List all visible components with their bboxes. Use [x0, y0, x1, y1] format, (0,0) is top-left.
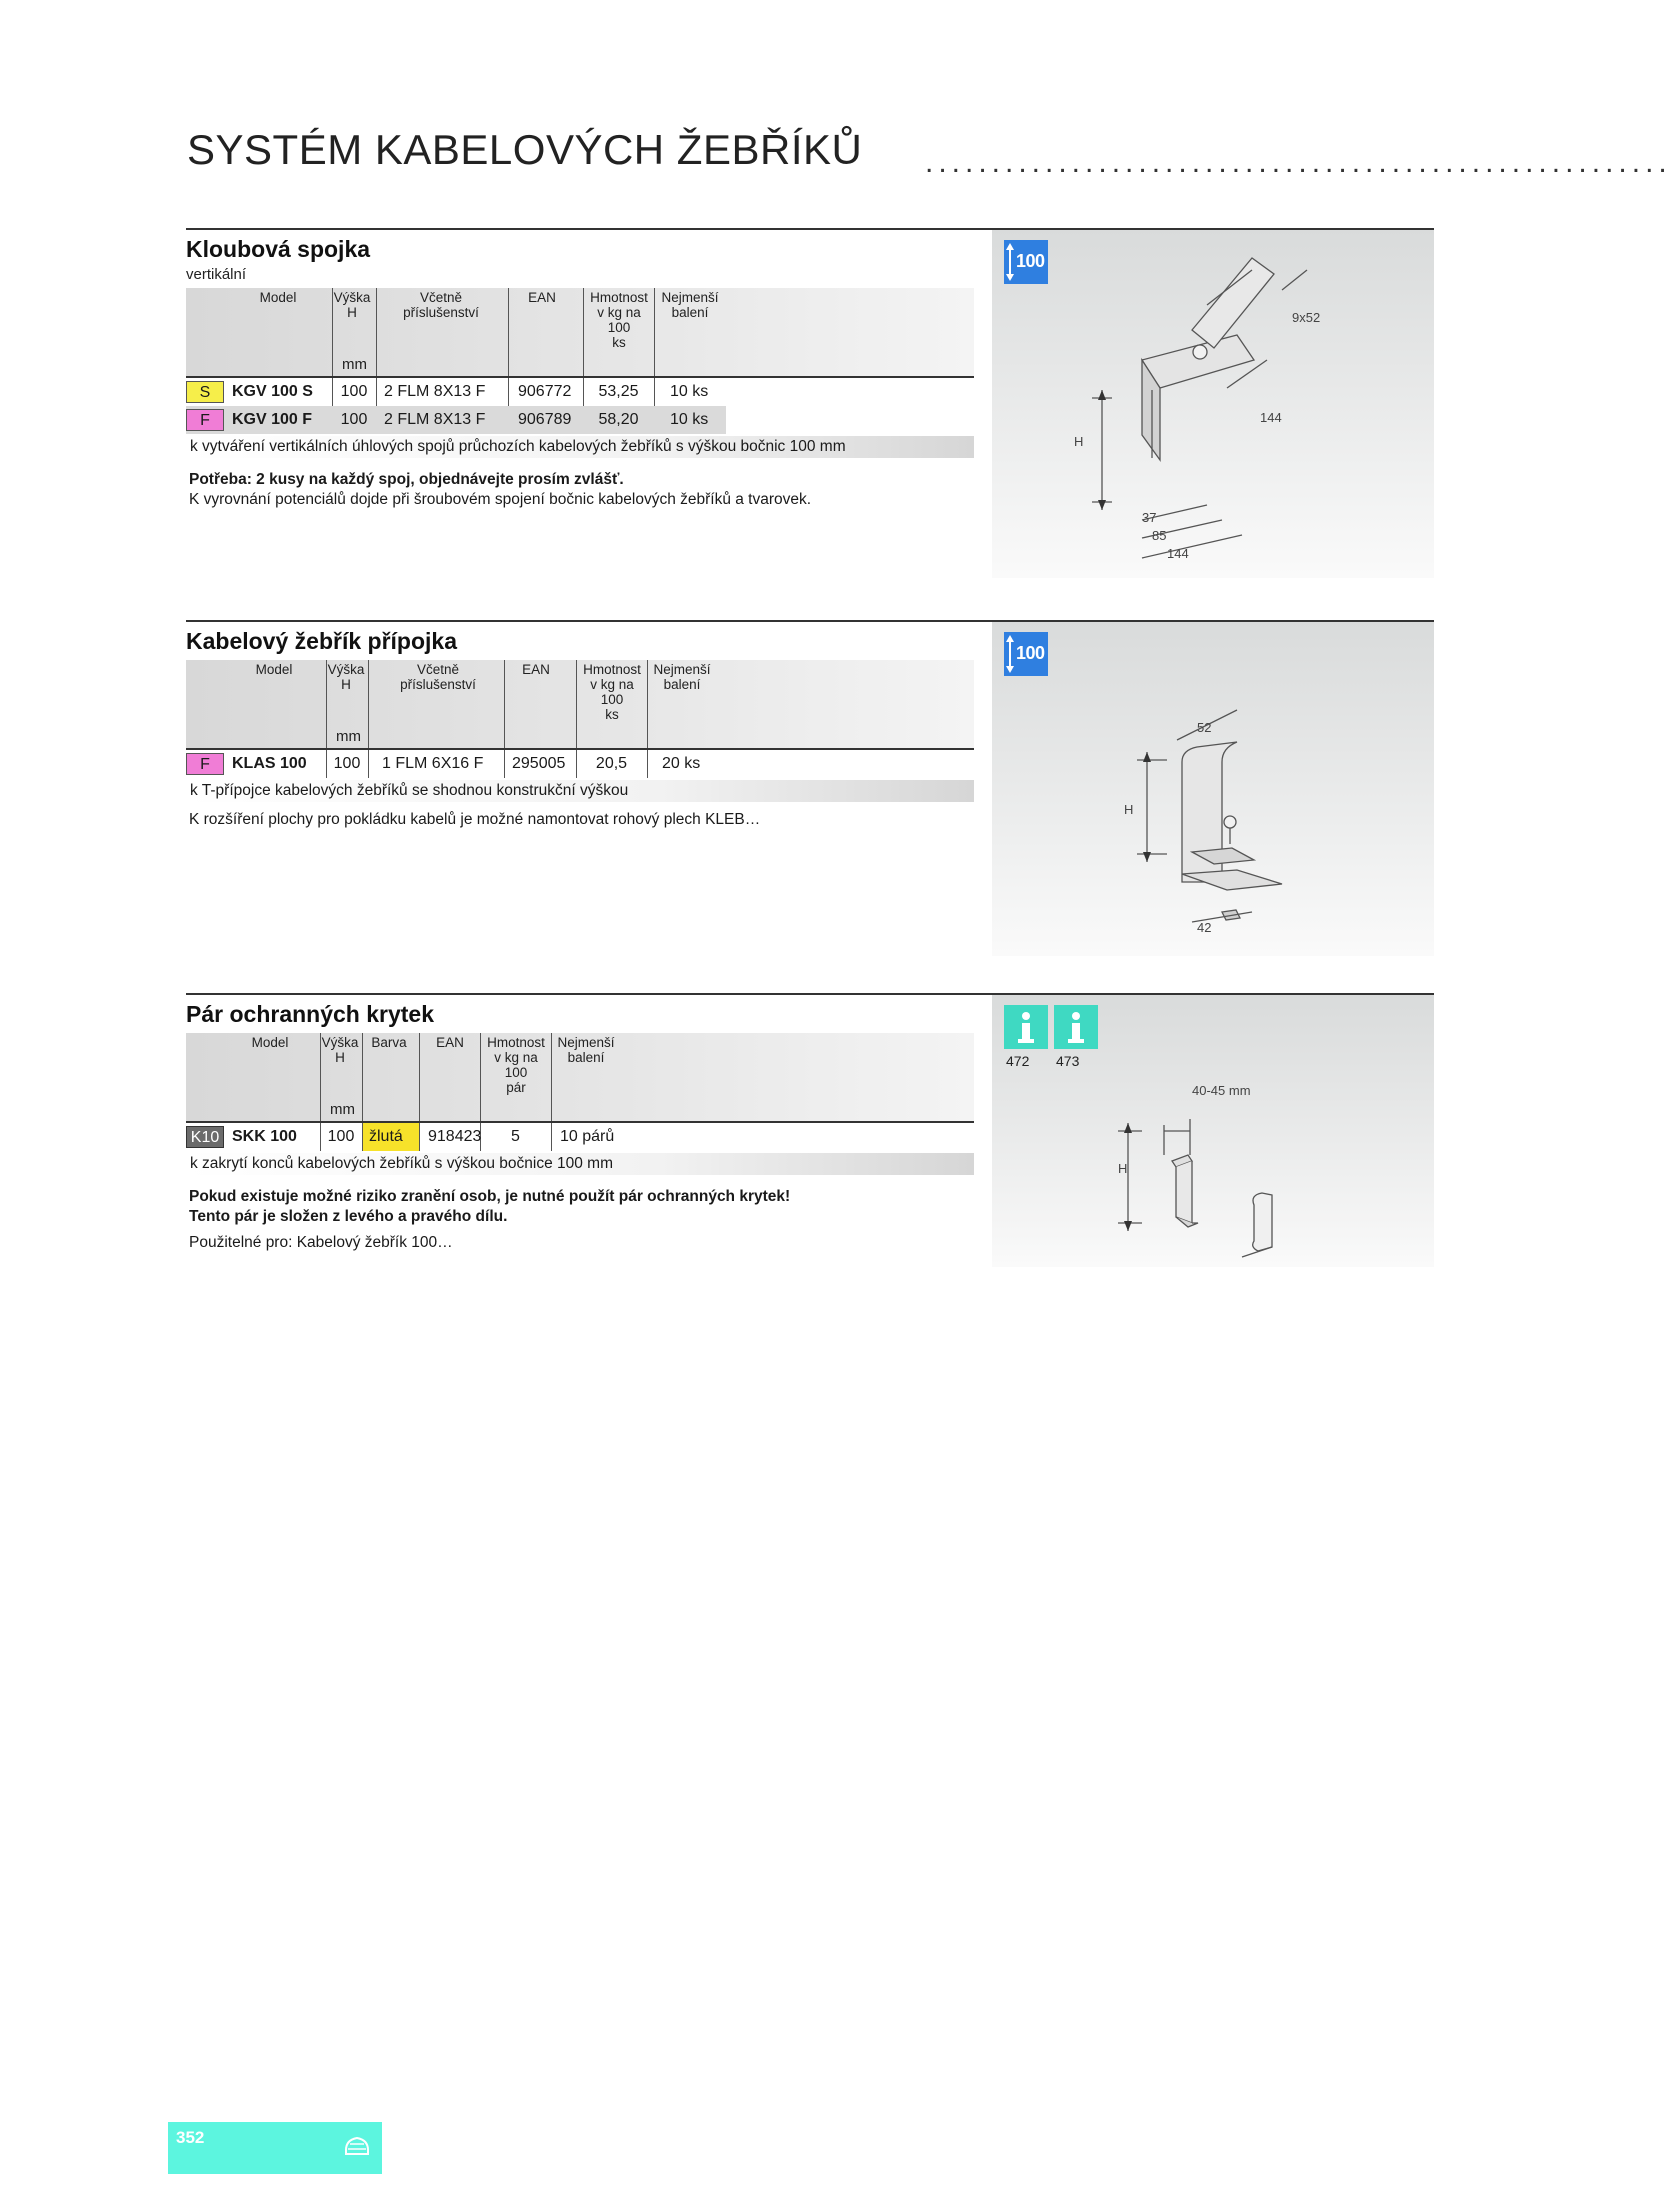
model-code: SKK 100 — [232, 1128, 297, 1145]
section-title: Kloubová spojka — [186, 236, 371, 262]
col-hmotnost: Hmotnost v kg na 100 ks — [590, 290, 648, 350]
dim-label: 40-45 mm — [1192, 1083, 1251, 1098]
product-drawing-panel — [992, 622, 1434, 956]
ean-value: 906789 — [518, 411, 572, 428]
page-footer — [168, 2122, 382, 2174]
badge-surface-f: F — [186, 409, 224, 431]
baleni-value: 10 párů — [560, 1128, 615, 1145]
col-baleni: Nejmenší balení — [653, 662, 711, 692]
model-code: KGV 100 F — [232, 411, 313, 428]
hmotnost-value: 58,20 — [598, 411, 639, 428]
prislusenstvi-value: 1 FLM 6X16 F — [382, 755, 484, 772]
dim-label: 37 — [1142, 510, 1157, 525]
page-number: 352 — [176, 2128, 205, 2147]
section-kloubova-spojka — [186, 228, 1434, 578]
dim-label: H — [1124, 802, 1134, 817]
note: Použitelné pro: Kabelový žebřík 100… — [189, 1234, 453, 1251]
ean-value: 906772 — [518, 383, 572, 400]
table-header — [186, 1033, 974, 1121]
col-model: Model — [259, 290, 297, 305]
col-model: Model — [255, 662, 293, 677]
section-kabelovy-zebrik-pripojka — [186, 620, 1434, 960]
table-row — [186, 378, 974, 406]
baleni-value: 10 ks — [670, 411, 709, 428]
note-bold: Potřeba: 2 kusy na každý spoj, objednávejte prosím zvlášť. — [189, 471, 624, 488]
ean-value: 918423 — [428, 1128, 482, 1145]
product-description: k vytváření vertikálních úhlových spojů průchozích kabelových žebříků s výškou bočnic 100 mm — [186, 436, 974, 458]
ochranne-krytky-drawing — [992, 995, 1434, 1267]
product-drawing-panel — [992, 230, 1434, 578]
dim-label: H — [1074, 434, 1084, 449]
vyska-value: 100 — [327, 1128, 355, 1145]
col-unit: mm — [330, 1101, 355, 1118]
title-dot-leader: ........................................................ — [925, 146, 1672, 179]
col-ean: EAN — [528, 290, 556, 305]
vyska-value: 100 — [333, 755, 361, 772]
dim-label: H — [1118, 1161, 1128, 1176]
kabelovy-zebrik-pripojka-drawing — [992, 622, 1434, 956]
table-row — [186, 1123, 974, 1151]
dim-label: 144 — [1260, 410, 1282, 425]
table-row — [186, 406, 974, 434]
col-baleni: Nejmenší balení — [661, 290, 719, 320]
dim-label: 144 — [1167, 546, 1189, 561]
note: K rozšíření plochy pro pokládku kabelů je možné namontovat rohový plech KLEB… — [189, 811, 761, 828]
table-row — [186, 750, 974, 778]
section-subtitle: vertikální — [186, 266, 247, 283]
baleni-value: 10 ks — [670, 383, 709, 400]
col-prislusenstvi: Včetně příslušenství — [400, 662, 476, 692]
col-unit: mm — [342, 356, 367, 373]
col-ean: EAN — [436, 1035, 464, 1050]
model-code: KGV 100 S — [232, 383, 313, 400]
col-prislusenstvi: Včetně příslušenství — [403, 290, 479, 320]
col-vyska: Výška H — [333, 290, 371, 320]
product-description: k T-přípojce kabelových žebříků se shodnou konstrukční výškou — [186, 780, 974, 802]
dim-label: 9x52 — [1292, 310, 1321, 325]
ladder-system-icon — [340, 2130, 374, 2164]
section-title: Kabelový žebřík přípojka — [186, 628, 457, 654]
page-title: SYSTÉM KABELOVÝCH ŽEBŘÍKŮ — [187, 126, 863, 173]
section-title: Pár ochranných krytek — [186, 1001, 435, 1027]
model-code: KLAS 100 — [232, 755, 307, 772]
kloubova-spojka-drawing — [992, 230, 1434, 578]
prislusenstvi-value: 2 FLM 8X13 F — [384, 411, 486, 428]
col-baleni: Nejmenší balení — [557, 1035, 615, 1065]
badge-surface-s: S — [186, 381, 224, 403]
table-header — [186, 660, 974, 748]
hmotnost-value: 20,5 — [595, 755, 628, 772]
height-icon-value: 100 — [1016, 643, 1045, 663]
vyska-value: 100 — [340, 411, 368, 428]
info-ref-label: 472 — [1006, 1053, 1030, 1069]
note: K vyrovnání potenciálů dojde při šroubovém spojení bočnic kabelových žebříků a tvarovek. — [189, 491, 812, 508]
hmotnost-value: 53,25 — [598, 383, 639, 400]
col-vyska: Výška H — [321, 1035, 359, 1065]
height-icon-value: 100 — [1016, 251, 1045, 271]
table-header — [186, 288, 974, 376]
vyska-value: 100 — [340, 383, 368, 400]
hmotnost-value: 5 — [511, 1128, 520, 1145]
col-hmotnost: Hmotnost v kg na 100 pár — [487, 1035, 545, 1095]
dim-label: 85 — [1152, 528, 1167, 543]
baleni-value: 20 ks — [662, 755, 701, 772]
col-barva: Barva — [371, 1035, 407, 1050]
col-model: Model — [251, 1035, 289, 1050]
dim-label: 42 — [1197, 920, 1212, 935]
prislusenstvi-value: 2 FLM 8X13 F — [384, 383, 486, 400]
info-ref-label: 473 — [1056, 1053, 1080, 1069]
col-ean: EAN — [522, 662, 550, 677]
note-bold: Tento pár je složen z levého a pravého dílu. — [189, 1208, 508, 1225]
col-hmotnost: Hmotnost v kg na 100 ks — [583, 662, 641, 722]
note-bold: Pokud existuje možné riziko zranění osob, je nutné použít pár ochranných krytek! — [189, 1188, 791, 1205]
badge-surface-k10: K10 — [186, 1126, 224, 1148]
section-par-ochrannych-krytek — [186, 993, 1434, 1293]
product-description: k zakrytí konců kabelových žebříků s výškou bočnice 100 mm — [186, 1153, 974, 1175]
col-unit: mm — [336, 728, 361, 745]
dim-label: 52 — [1197, 720, 1212, 735]
ean-value: 295005 — [512, 755, 566, 772]
col-vyska: Výška H — [327, 662, 365, 692]
product-drawing-panel — [992, 995, 1434, 1267]
badge-surface-f: F — [186, 753, 224, 775]
barva-value: žlutá — [363, 1123, 419, 1151]
